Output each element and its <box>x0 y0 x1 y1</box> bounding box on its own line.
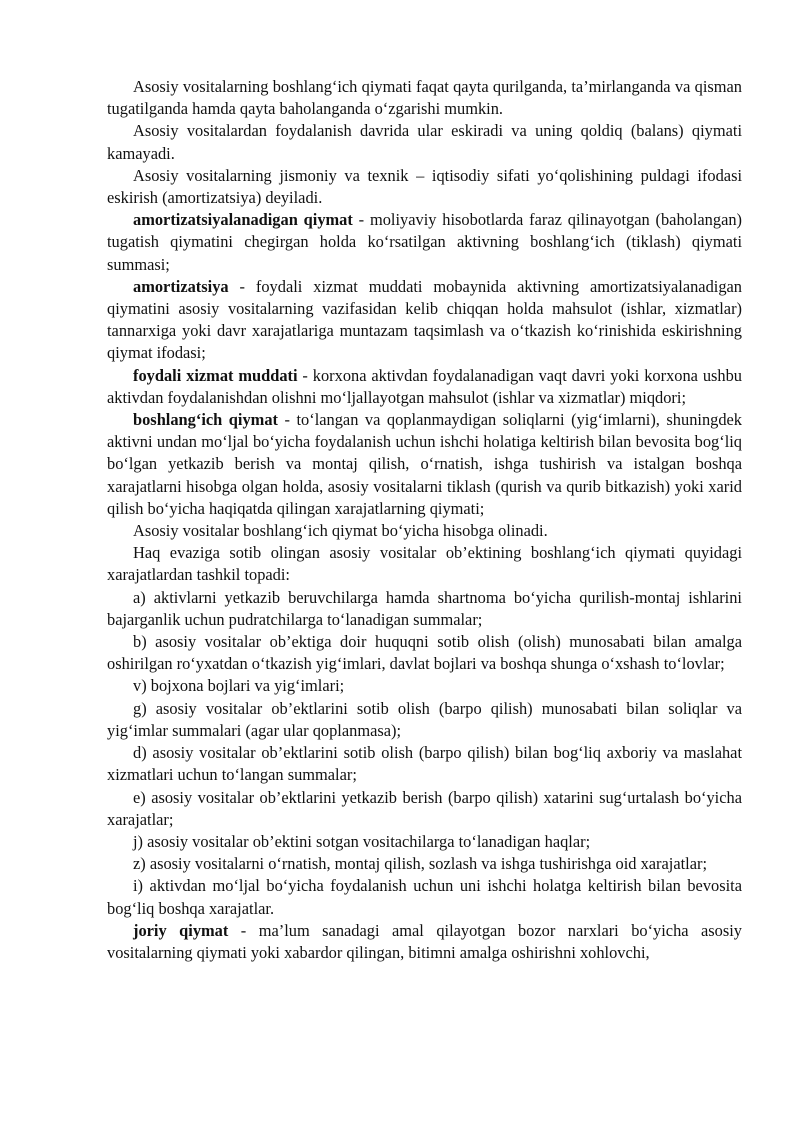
paragraph-text: Haq evaziga sotib olingan asosiy vositalar ob’ektining boshlang‘ich qiymati quyidagi xarajatlardan tashkil topadi: <box>107 543 742 585</box>
list-item-d <box>107 742 742 786</box>
list-item-b <box>107 631 742 675</box>
paragraph-initial-cost <box>107 409 742 520</box>
list-item-text: g) asosiy vositalar ob’ektlarini sotib olish (barpo qilish) munosabati bilan soliqlar va yig‘imlar summalari (agar ular qoplanmasa); <box>107 698 742 740</box>
list-item-i <box>107 875 742 919</box>
paragraph-text: - foydali xizmat muddati mobaynida aktivning amortizatsiyalanadigan qiymatini asosiy vositalarning vazifasidan kelib chiqqan holda mahsulot (ishlar, xizmatlar) tannarxiga yoki davr xarajatlariga muntazam taqsimlash va o‘tkazish ko‘rinishida eskirishning qiymat ifodasi; <box>107 276 742 363</box>
paragraph-depreciation-definition <box>107 165 742 209</box>
paragraph-text: Asosiy vositalarning boshlang‘ich qiymati faqat qayta qurilganda, ta’mirlanganda va qisman tugatilganda hamda qayta baholanganda o‘zgarishi mumkin. <box>107 77 742 119</box>
paragraph-text: Asosiy vositalardan foydalanish davrida ular eskiradi va uning qoldiq (balans) qiymati kamayadi. <box>107 121 742 163</box>
term-heading: amortizatsiyalanadigan qiymat <box>133 210 353 230</box>
list-item-text: i) aktivdan mo‘ljal bo‘yicha foydalanish uchun uni ishchi holatga keltirish bilan bevosita bog‘liq boshqa xarajatlar. <box>107 876 742 918</box>
paragraph-initial-value-change <box>107 76 742 120</box>
paragraph-current-value <box>107 920 742 964</box>
list-item-j <box>107 831 742 853</box>
list-item-text: v) bojxona bojlari va yig‘imlari; <box>133 676 345 696</box>
paragraph-text: Asosiy vositalar boshlang‘ich qiymat bo‘yicha hisobga olinadi. <box>133 521 548 541</box>
paragraph-amortization <box>107 276 742 365</box>
paragraph-useful-life <box>107 365 742 409</box>
list-item-z <box>107 853 742 875</box>
list-item-text: d) asosiy vositalar ob’ektlarini sotib olish (barpo qilish) bilan bog‘liq axboriy va maslahat xizmatlari uchun to‘langan summalar; <box>107 743 742 785</box>
paragraph-recorded-at-cost <box>107 520 742 542</box>
paragraph-purchased-cost-intro <box>107 542 742 586</box>
paragraph-text: Asosiy vositalarning jismoniy va texnik – iqtisodiy sifati yo‘qolishining puldagi ifodasi eskirish (amortizatsiya) deyiladi. <box>107 165 742 208</box>
paragraph-residual-value <box>107 120 742 164</box>
list-item-text: e) asosiy vositalar ob’ektlarini yetkazib berish (barpo qilish) xatarini sug‘urtalash bo‘yicha xarajatlar; <box>107 787 742 829</box>
list-item-text: z) asosiy vositalarni o‘rnatish, montaj qilish, sozlash va ishga tushirishga oid xarajatlar; <box>133 854 708 874</box>
list-item-text: b) asosiy vositalar ob’ektiga doir huquqni sotib olish (olish) munosabati bilan amalga oshirilgan ro‘yxatdan o‘tkazish yig‘imlari, davlat bojlari va boshqa shunga o‘xshash to‘lovlar; <box>107 632 742 674</box>
term-heading: amortizatsiya <box>133 276 229 296</box>
list-item-e <box>107 787 742 831</box>
list-item-a <box>107 587 742 631</box>
list-item-text: j) asosiy vositalar ob’ektini sotgan vositachilarga to‘lanadigan haqlar; <box>133 831 591 851</box>
term-heading: boshlang‘ich qiymat <box>133 410 278 430</box>
list-item-text: a) aktivlarni yetkazib beruvchilarga hamda shartnoma bo‘yicha qurilish-montaj ishlarini bajarganlik uchun pudratchilarga to‘lanadigan summalar; <box>107 587 742 629</box>
list-item-v <box>107 675 742 697</box>
term-heading: joriy qiymat <box>133 920 229 940</box>
term-heading: foydali xizmat muddati <box>133 365 298 385</box>
paragraph-text: - ma’lum sanadagi amal qilayotgan bozor narxlari bo‘yicha asosiy vositalarning qiymati yoki xabardor qilingan, bitimni amalga oshirishni xohlovchi, <box>107 920 742 962</box>
paragraph-text: - moliyaviy hisobotlarda faraz qilinayotgan (baholangan) tugatish qiymatini chegirgan holda ko‘rsatilgan aktivning boshlang‘ich (tiklash) qiymati summasi; <box>107 210 742 274</box>
paragraph-text: - to‘langan va qoplanmaydigan soliqlarni (yig‘imlarni), shuningdek aktivni undan mo‘ljal bo‘yicha foydalanish uchun ishchi holatiga keltirish bilan bevosita bog‘liq bo‘lgan yetkazib berish va montaj qilish, o‘rnatish, ishga tushirish va istalgan boshqa xarajatlarni hisobga olgan holda, asosiy vositalarni tiklash (qurish va qurib bitkazish) yoki xarid qilish bo‘yicha haqiqatda qilingan xarajatlarning qiymati; <box>107 410 743 518</box>
paragraph-depreciable-amount <box>107 209 742 276</box>
list-item-g <box>107 698 742 742</box>
paragraph-text: - korxona aktivdan foydalanadigan vaqt davri yoki korxona ushbu aktivdan foydalanishdan olishni mo‘ljallayotgan mahsulot (ishlar va xizmatlar) miqdori; <box>107 365 742 407</box>
